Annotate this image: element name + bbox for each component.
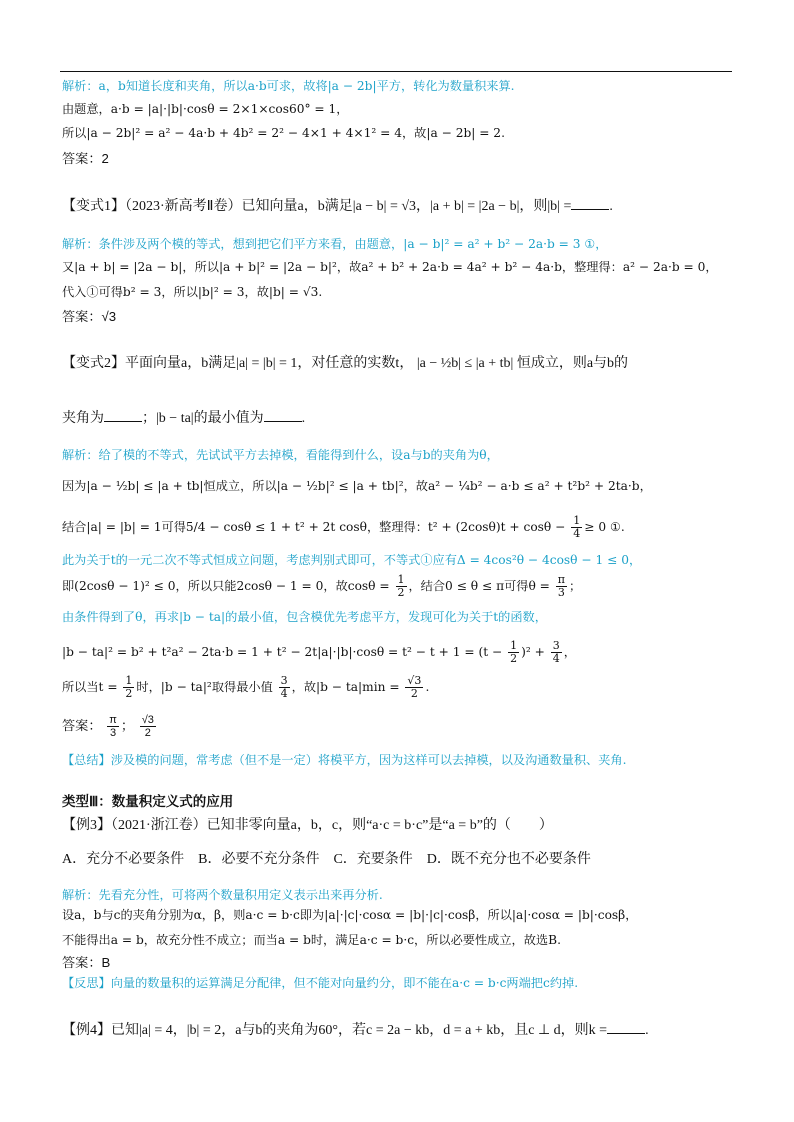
analysis-line: 解析：先看充分性，可将两个数量积用定义表示出来再分析. — [62, 888, 383, 902]
example-3-question: 【例3】（2021·浙江卷）已知非零向量a，b，c，则“a·c = b·c”是“a = b”的（ ） — [62, 818, 553, 833]
answer-blank — [571, 198, 609, 210]
answer-line: 答案：B — [62, 955, 111, 970]
analysis-line: 结合|a| = |b| = 1可得5/4 − cosθ ≤ 1 + t² + 2t cosθ，整理得：t² + (2cosθ)t + cosθ − $\frac{1}{4}$ ≥ 0 ①. — [62, 514, 625, 540]
fraction: $\frac{√3}{2}$ — [407, 674, 422, 700]
analysis-line: 即(2cosθ − 1)² ≤ 0，所以只能2cosθ − 1 = 0，故cosθ = $\frac{1}{2}$ ，结合0 ≤ θ ≤ π可得θ = $\frac{\pi}{3}$ ； — [62, 573, 582, 599]
variant-2-question: 【变式2】平面向量a，b满足|a| = |b| = 1，对任意的实数t， |a − ½b| ≤ |a + tb| 恒成立，则a与b的 — [62, 356, 629, 371]
answer-blank — [104, 410, 142, 422]
analysis-line: 此为关于t的一元二次不等式恒成立问题，考虑判别式即可，不等式①应有Δ = 4cos²θ − 4cosθ − 1 ≤ 0， — [62, 553, 642, 567]
analysis-line: 由条件得到了θ，再求|b − ta|的最小值，包含模优先考虑平方，发现可化为关于t的函数， — [62, 610, 547, 624]
analysis-line: 所以|a − 2b|² = a² − 4a·b + 4b² = 2² − 4×1 + 4×1² = 4，故|a − 2b| = 2. — [62, 126, 505, 140]
analysis-line: 由题意，a·b = |a|·|b|·cosθ = 2×1×cos60° = 1， — [62, 102, 349, 116]
answer-blank — [607, 1022, 645, 1034]
example-3-options: A．充分不必要条件 B．必要不充分条件 C．充要条件 D．既不充分也不必要条件 — [62, 852, 591, 867]
fraction: $\frac{\pi}{3}$ — [109, 714, 117, 739]
answer-line: 答案：2 — [62, 151, 109, 166]
fraction: $\frac{3}{4}$ — [552, 639, 560, 665]
answer-line: 答案：√3 — [62, 309, 117, 324]
fraction: $\frac{1}{2}$ — [510, 639, 518, 665]
fraction: $\frac{3}{4}$ — [280, 674, 288, 700]
analysis-line: 又|a + b| = |2a − b|，所以|a + b|² = |2a − b|²，故a² + b² + 2a·b = 4a² + b² − 4a·b，整理得：a² − 2a·b = 0， — [62, 260, 718, 274]
variant-2-question-cont: 夹角为 ；|b − ta|的最小值为 . — [62, 411, 306, 426]
analysis-line: |b − ta|² = b² + t²a² − 2ta·b = 1 + t² − 2t|a|·|b|·cosθ = t² − t + 1 = (t − $\frac{1}{2}$ )² + $\frac{3}{4}$ ， — [62, 639, 576, 665]
analysis-line: 因为|a − ½b| ≤ |a + tb|恒成立，所以|a − ½b|² ≤ |a + tb|²，故a² − ¼b² − a·b ≤ a² + t²b² + 2ta·b， — [62, 479, 652, 493]
analysis-line: 解析：给了模的不等式，先试试平方去掉模，看能得到什么，设a与b的夹角为θ， — [62, 448, 499, 462]
fraction: $\frac{1}{2}$ — [397, 573, 405, 599]
variant-1-question: 【变式1】（2023·新高考Ⅱ卷）已知向量a，b满足|a − b| = √3，|a + b| = |2a − b|，则|b| = . — [62, 199, 613, 214]
fraction: $\frac{1}{4}$ — [573, 514, 581, 540]
analysis-line: 解析：a，b知道长度和夹角，所以a·b可求，故将|a − 2b|平方，转化为数量积来算. — [62, 79, 515, 93]
answer-line: 答案： $\frac{\pi}{3}$ ； $\frac{√3}{2}$ — [62, 714, 154, 739]
analysis-line: 解析：条件涉及两个模的等式，想到把它们平方来看，由题意，|a − b|² = a² + b² − 2a·b = 3 ①， — [62, 237, 608, 251]
fraction: $\frac{\pi}{3}$ — [557, 573, 565, 599]
answer-blank — [264, 410, 302, 422]
summary-line: 【总结】涉及模的问题，常考虑（但不是一定）将模平方，因为这样可以去掉模，以及沟通数量积、夹角. — [62, 753, 627, 767]
analysis-line: 不能得出a = b，故充分性不成立；而当a = b时，满足a·c = b·c，所以必要性成立，故选B. — [62, 933, 561, 947]
header-rule — [60, 71, 732, 72]
section-heading: 类型Ⅲ：数量积定义式的应用 — [62, 794, 234, 809]
analysis-line: 设a，b与c的夹角分别为α，β，则a·c = b·c即为|a|·|c|·cosα = |b|·|c|·cosβ，所以|a|·cosα = |b|·cosβ， — [62, 908, 638, 922]
reflection-line: 【反思】向量的数量积的运算满足分配律，但不能对向量约分，即不能在a·c = b·c两端把c约掉. — [62, 976, 579, 990]
fraction: $\frac{√3}{2}$ — [141, 714, 154, 739]
analysis-line: 代入①可得b² = 3，所以|b|² = 3，故|b| = √3. — [62, 285, 323, 299]
example-4-question: 【例4】已知|a| = 4，|b| = 2，a与b的夹角为60°，若c = 2a − kb，d = a + kb，且c ⊥ d，则k = . — [62, 1023, 649, 1038]
fraction: $\frac{1}{2}$ — [125, 674, 133, 700]
analysis-line: 所以当t = $\frac{1}{2}$ 时，|b − ta|²取得最小值 $\frac{3}{4}$ ，故|b − ta|min = $\frac{√3}{2}$ . — [62, 674, 430, 700]
